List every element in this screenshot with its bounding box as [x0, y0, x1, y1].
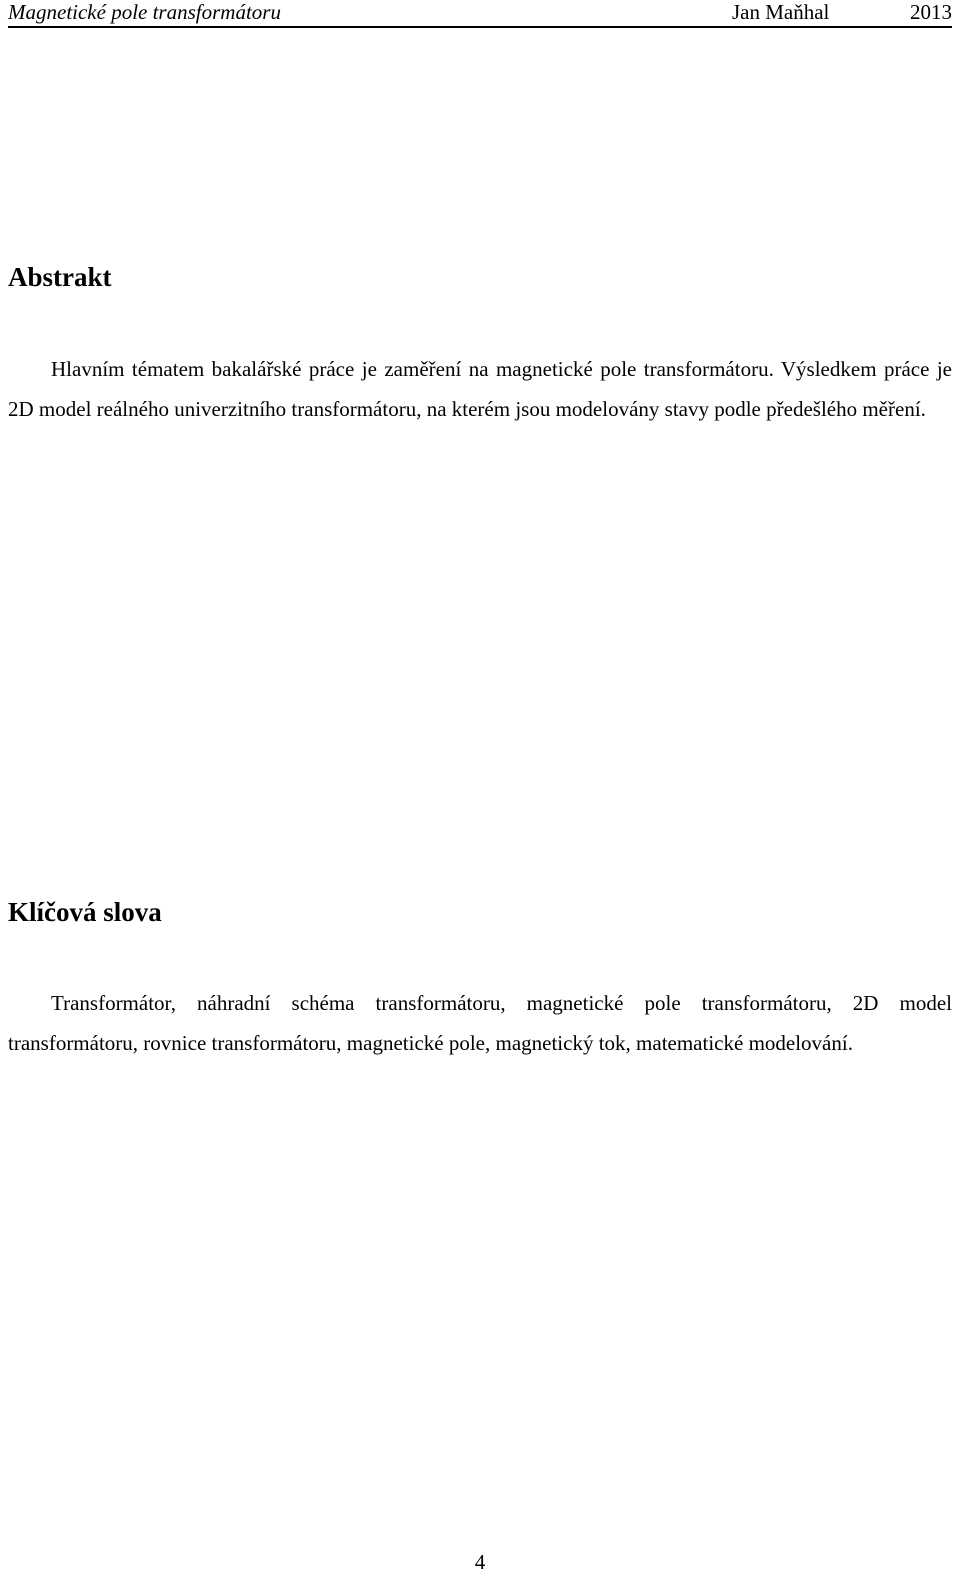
abstract-heading: Abstrakt	[8, 262, 112, 292]
keywords-heading: Klíčová slova	[8, 897, 162, 927]
document-title: Magnetické pole transformátoru	[8, 0, 281, 24]
page-number: 4	[474, 1550, 486, 1574]
page-header	[8, 0, 952, 28]
abstract-paragraph: Hlavním tématem bakalářské práce je zaměření na magnetické pole transformátoru. Výsledkem práce je 2D model reálného univerzitního transformátoru, na kterém jsou modelovány stavy podle předešlého měření.	[8, 357, 952, 421]
year: 2013	[910, 0, 952, 24]
keywords-paragraph: Transformátor, náhradní schéma transformátoru, magnetické pole transformátoru, 2D model transformátoru, rovnice transformátoru, magnetické pole, magnetický tok, matematické modelování.	[8, 991, 952, 1055]
author-name: Jan Maňhal	[732, 0, 830, 24]
